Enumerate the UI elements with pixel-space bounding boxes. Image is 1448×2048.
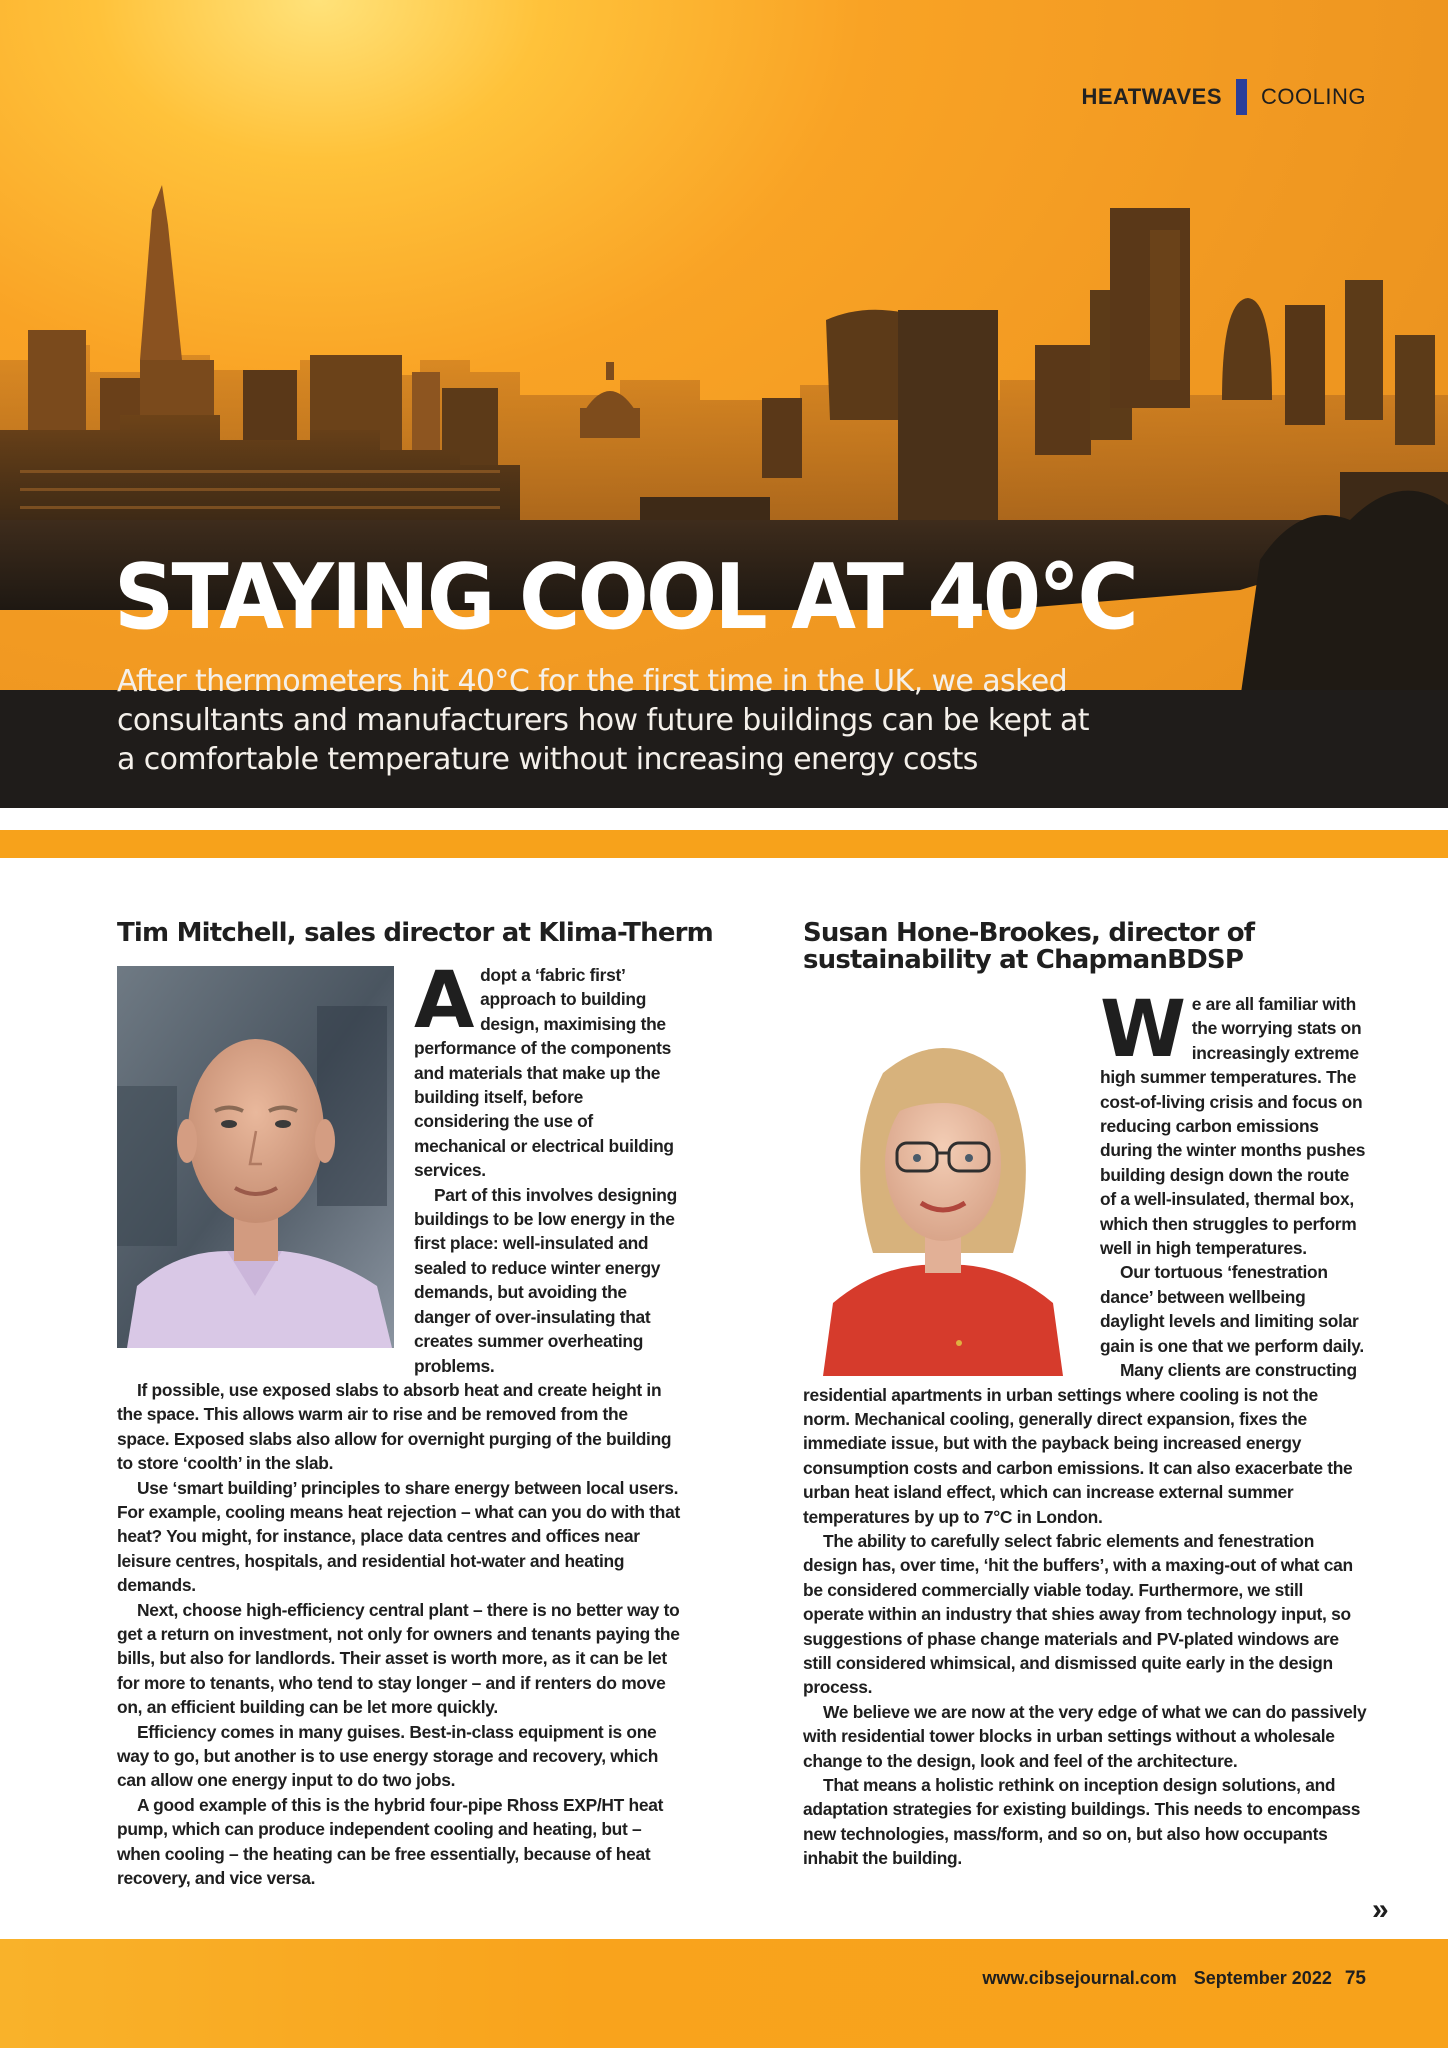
right-paragraph-5: We believe we are now at the very edge of what we can do passively with residential tower blocks in urban settings without a wholesale change to the design, look and feel of the architecture. (803, 1701, 1367, 1771)
hero-image (0, 0, 1448, 808)
left-paragraph-7: A good example of this is the hybrid four-pipe Rhoss EXP/HT heat pump, which can produce independent cooling and heating, but – when cooling – the heating can be free essentially, because of heat recovery, and vice versa. (117, 1794, 664, 1889)
section-divider (1236, 79, 1247, 115)
portrait-photo-susan-hone-brookes (803, 1003, 1080, 1376)
article-column-right (803, 985, 1367, 1871)
left-paragraph-2: Part of this involves designing buildings to be low energy in the first place: well-insulated and sealed to reduce winter energy demands, but avoiding the danger of over-insulating that creates summer overheating problems. (414, 1184, 677, 1376)
footer-text (982, 1968, 1366, 1990)
right-paragraph-3: Many clients are constructing residential apartments in urban settings where cooling is not the norm. Mechanical cooling, generally direct expansion, fixes the immediate issue, but with the payback being increased energy consumption costs and carbon emissions. It can also exacerbate the urban heat island effect, which can increase external summer temperatures by up to 7°C in London. (803, 1360, 1357, 1527)
section-primary: HEATWAVES (1081, 84, 1223, 109)
footer-date: September 2022 (1193, 1968, 1332, 1988)
left-paragraph-1: dopt a ‘fabric first’ approach to building design, maximising the performance of the components and materials that make up the building itself, before considering the use of mechanical or electrical building services. (414, 965, 674, 1181)
right-paragraph-4: The ability to carefully select fabric elements and fenestration design has, over time, ‘hit the buffers’, with a maxing-out of what can be considered commercially viable today. Furthermore, we still operate within an industry that shies away from technology input, so suggestions of phase change materials and PV-plated windows are still considered whimsical, and dismissed quite early in the design process. (803, 1530, 1353, 1698)
portrait-photo-tim-mitchell (117, 966, 394, 1348)
left-paragraph-3: If possible, use exposed slabs to absorb heat and create height in the space. This allows warm air to rise and be removed from the space. Exposed slabs also allow for overnight purging of the building to store ‘coolth’ in the slab. (117, 1379, 672, 1474)
left-paragraph-4: Use ‘smart building’ principles to share energy between local users. For example, cooling means heat rejection – what can you do with that heat? You might, for instance, place data centres and offices near leisure centres, hospitals, and residential hot-water and heating demands. (117, 1477, 680, 1596)
section-secondary: COOLING (1261, 84, 1366, 109)
section-tag (1081, 79, 1366, 115)
author-heading-left: Tim Mitchell, sales director at Klima-Therm (117, 918, 713, 948)
page-number: 75 (1344, 1968, 1366, 1989)
author-heading-right: Susan Hone-Brookes, director of sustainability at ChapmanBDSP (803, 918, 1255, 975)
orange-rule (0, 830, 1448, 858)
page-footer (0, 1939, 1448, 2048)
left-paragraph-6: Efficiency comes in many guises. Best-in-class equipment is one way to go, but another is to use energy storage and recovery, which can allow one energy input to do two jobs. (117, 1721, 659, 1791)
right-paragraph-6: That means a holistic rethink on inception design solutions, and adaptation strategies for existing buildings. This needs to encompass new technologies, mass/form, and so on, but also how occupants inhabit the building. (803, 1775, 1361, 1869)
footer-url: www.cibsejournal.com (982, 1968, 1177, 1988)
article-headline: STAYING COOL AT 40°C (114, 545, 1136, 650)
article-column-left (117, 956, 681, 1890)
left-paragraph-5: Next, choose high-efficiency central plant – there is no better way to get a return on investment, not only for owners and tenants paying the bills, but also for landlords. Their asset is worth more, as it can be let for more to tenants, who tend to stay longer – and if renters do move on, an efficient building can be let more quickly. (117, 1599, 680, 1718)
right-paragraph-2: Our tortuous ‘fenestration dance’ between wellbeing daylight levels and limiting solar gain is one that we perform daily. (1100, 1262, 1364, 1356)
dropcap-a: A (414, 956, 475, 1046)
right-paragraph-1: e are all familiar with the worrying stats on increasingly extreme high summer temperatures. The cost-of-living crisis and focus on reducing carbon emissions during the winter months pushes building design down the route of a well-insulated, thermal box, which then struggles to perform well in high temperatures. (1100, 994, 1366, 1259)
article-standfirst: After thermometers hit 40°C for the first time in the UK, we asked consultants and manufacturers how future buildings can be kept at a comfortable temperature without increasing energy costs (117, 664, 1089, 777)
continue-arrow-icon: » (1372, 1893, 1389, 1926)
dropcap-w: W (1100, 985, 1186, 1075)
